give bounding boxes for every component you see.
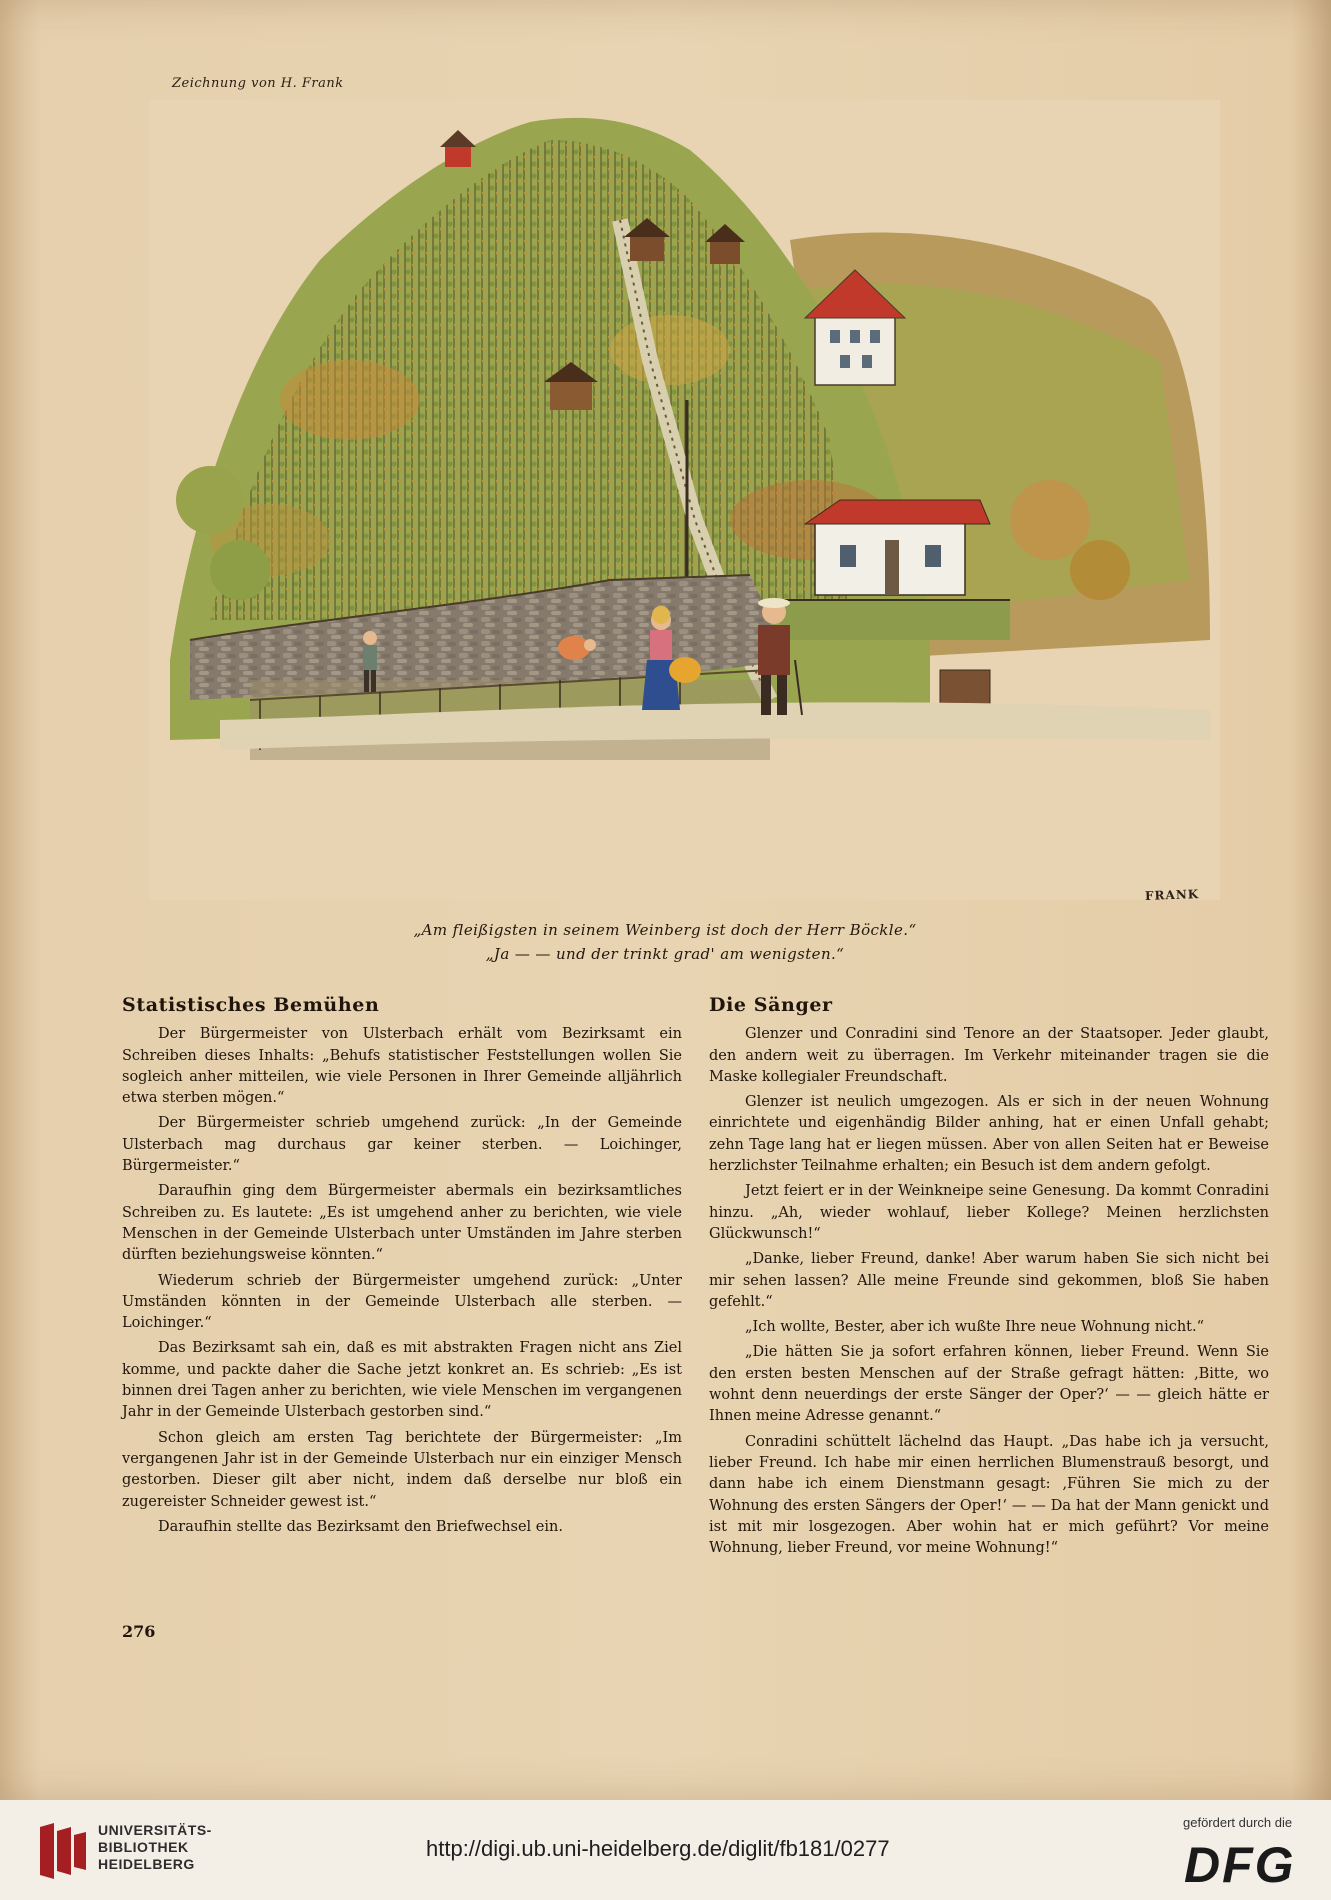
university-library-name [98,1822,212,1873]
sponsor-text: gefördert durch die [1183,1815,1293,1830]
caption-line-2: „Ja — — und der trinkt grad' am wenigsten.“ [485,945,845,963]
article-paragraph: Der Bürgermeister schrieb umgehend zurück: „In der Gemeinde Ulsterbach mag durchaus gar keiner sterben. — Loichinger, Bürgermeister.“ [122,1115,682,1175]
article-paragraph: Wiederum schrieb der Bürgermeister umgehend zurück: „Unter Umständen könnten in der Gemeinde Ulsterbach alle sterben. — Loichinger.“ [122,1272,682,1332]
vineyard-illustration [150,100,1220,900]
library-name-line-2: BIBLIOTHEK [98,1839,189,1855]
article-paragraph: „Ich wollte, Bester, aber ich wußte Ihre neue Wohnung nicht.“ [745,1319,1205,1336]
article-die-saenger [709,995,1269,1563]
article-paragraph: Schon gleich am ersten Tag berichtete der Bürgermeister: „Im vergangenen Jahr ist in der Gemeinde Ulsterbach nur ein einziger Mensch gestorben. Dieser gilt aber nicht, indem daß derselbe nur bloß ein zugereister Schneider gewest ist.“ [122,1429,682,1510]
article-paragraph: Glenzer ist neulich umgezogen. Als er sich in der neuen Wohnung einrichtete und eigenhändig Bilder anhing, hat er einen Unfall gehabt; zehn Tage lang hat er liegen müssen. Aber von allen Seiten hat er Beweise herzlichster Teilnahme erhalten; ein Besuch ist dem andern gefolgt. [709,1094,1269,1175]
article-paragraph: Conradini schüttelt lächelnd das Haupt. „Das habe ich ja versucht, lieber Freund. Ich habe mir einen herrlichen Blumenstrauß besorgt, und dann habe ich einem Dienstmann gesagt: ‚Führen Sie mich zu der Wohnung des ersten Sängers der Oper!‘ — — Da hat der Mann genickt und ist mit mir losgezogen. Aber wohin hat er mich geführt? Vor meine Wohnung, lieber Freund, vor meine Wohnung!“ [709,1433,1269,1557]
illustration-credit: Zeichnung von H. Frank [172,76,344,91]
page-number: 276 [122,1622,156,1641]
dfg-logo: DFG [1184,1837,1296,1893]
article-paragraph: Glenzer und Conradini sind Tenore an der Staatsoper. Jeder glaubt, den andern weit zu überragen. Im Verkehr miteinander tragen sie die Maske kollegialer Freundschaft. [709,1026,1269,1085]
article-title: Die Sänger [709,994,833,1016]
article-paragraph: „Danke, lieber Freund, danke! Aber warum haben Sie sich nicht bei mir sehen lassen? Alle meine Freunde sind gekommen, bloß Sie haben gefehlt.“ [709,1251,1269,1310]
permalink-url[interactable]: http://digi.ub.uni-heidelberg.de/diglit/fb181/0277 [426,1836,890,1861]
article-paragraph: Daraufhin ging dem Bürgermeister abermals ein bezirksamtliches Schreiben zu. Es lautete: „Es ist umgehend anher zu berichten, wie viele Menschen in der Gemeinde Ulsterbach unter Umständen im Jahre sterben dürften beziehungsweise könnten.“ [122,1183,682,1264]
article-paragraph: „Die hätten Sie ja sofort erfahren können, lieber Freund. Wenn Sie den ersten besten Menschen auf der Straße gefragt hätten: ‚Bitte, wo wohnt denn neuerdings der erste Sänger der Oper?‘ — — gleich hätte er Ihnen meine Adresse genannt.“ [709,1344,1269,1425]
article-paragraph: Der Bürgermeister von Ulsterbach erhält vom Bezirksamt ein Schreiben dieses Inhalts: „Behufs statistischer Feststellungen wollen Sie sogleich anher mitteilen, wie viele Personen in Ihrer Gemeinde alljährlich etwa sterben mögen.“ [122,1026,682,1107]
article-paragraph: Das Bezirksamt sah ein, daß es mit abstrakten Fragen nicht ans Ziel komme, und packte daher die Sache jetzt konkret an. Es schrieb: „Es ist binnen drei Tagen anher zu berichten, wie viele Menschen im vergangenen Jahr in der Gemeinde Ulsterbach gestorben sind.“ [122,1340,682,1421]
library-name-line-1: UNIVERSITÄTS- [98,1822,212,1838]
university-library-logo-icon [40,1823,86,1879]
article-paragraph: Jetzt feiert er in der Weinkneipe seine Genesung. Da kommt Conradini hinzu. „Ah, wieder wohlauf, lieber Kollege? Meinen herzlichsten Glückwunsch!“ [709,1183,1269,1242]
article-statistisches-bemuehen [122,995,682,1542]
library-name-line-3: HEIDELBERG [98,1856,195,1872]
caption-line-1: „Am fleißigsten in seinem Weinberg ist doch der Herr Böckle.“ [413,921,917,939]
article-title: Statistisches Bemühen [122,994,380,1016]
artist-signature: FRANK [1144,887,1200,903]
article-paragraph: Daraufhin stellte das Bezirksamt den Briefwechsel ein. [158,1518,563,1535]
illustration-caption [300,918,1030,966]
